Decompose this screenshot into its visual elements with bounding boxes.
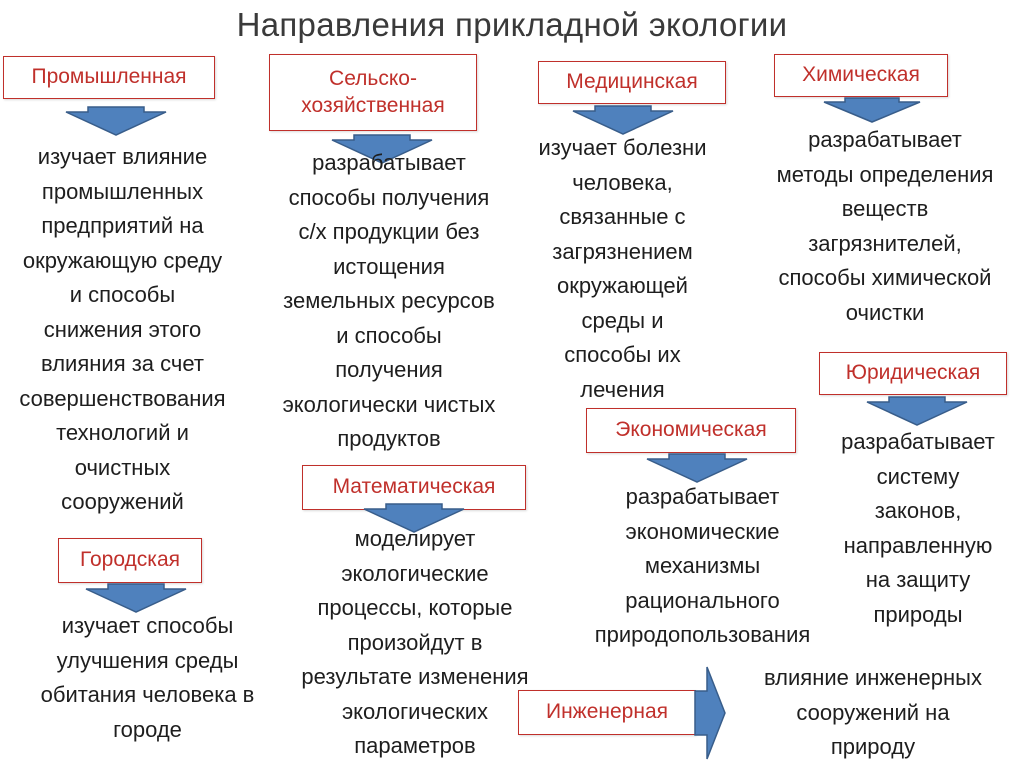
text-line: произойдут в — [347, 629, 483, 655]
text-line: влияние инженерных — [764, 665, 982, 690]
text-line: методы определения — [776, 161, 994, 187]
text-line: рационального — [625, 587, 780, 613]
desc-agricultural — [258, 146, 520, 457]
text-line: человека, — [572, 169, 673, 195]
label-line: хозяйственная — [301, 93, 445, 117]
text-line: природу — [830, 734, 916, 759]
label-line: Сельско- — [329, 67, 417, 91]
text-line: разрабатывает — [312, 150, 466, 175]
text-line: изучает влияние — [37, 144, 208, 169]
text-line: предприятий на — [41, 213, 204, 238]
text-line: способы получения — [288, 184, 490, 210]
text-line: параметров — [354, 733, 476, 758]
text-line: влияния за счет — [41, 351, 204, 376]
text-line: связанные с — [559, 204, 686, 229]
down-arrow-icon — [865, 396, 969, 426]
text-line: лечения — [580, 376, 665, 402]
desc-legal — [818, 425, 1018, 632]
text-line: законов, — [874, 498, 962, 523]
text-line: сооружений — [61, 489, 184, 514]
text-line: разрабатывает — [841, 429, 995, 454]
text-line: истощения — [333, 253, 445, 279]
text-line: и способы — [336, 322, 442, 348]
text-line: получения — [335, 357, 443, 382]
text-line: природопользования — [594, 622, 811, 647]
label-chemical: Химическая — [774, 54, 948, 97]
text-line: направленную — [843, 532, 993, 558]
text-line: технологий и — [56, 420, 189, 445]
text-line: земельных ресурсов — [283, 288, 495, 313]
text-line: продуктов — [337, 426, 441, 451]
down-arrow-icon — [822, 97, 922, 123]
text-line: на защиту — [865, 567, 971, 592]
label-economic: Экономическая — [586, 408, 796, 453]
text-line: природы — [873, 601, 963, 627]
text-line: изучает болезни — [538, 135, 707, 160]
label-industrial: Промышленная — [3, 56, 215, 99]
text-line: способы их — [564, 342, 681, 367]
text-line: совершенствования — [19, 385, 226, 411]
text-line: результате изменения — [301, 664, 529, 689]
text-line: очистных — [74, 454, 171, 480]
text-line: веществ — [841, 196, 929, 221]
diagram-title: Направления прикладной экологии — [236, 6, 788, 43]
text-line: сооружений на — [796, 699, 950, 725]
text-line: экологически чистых — [282, 391, 496, 417]
label-mathematical: Математическая — [302, 465, 526, 510]
text-line: разрабатывает — [625, 484, 780, 509]
label-urban: Городская — [58, 538, 202, 583]
label-medical: Медицинская — [538, 61, 726, 104]
desc-urban — [10, 609, 285, 747]
label-legal: Юридическая — [819, 352, 1007, 395]
label-agricultural — [269, 54, 477, 131]
text-line: улучшения среды — [56, 647, 239, 673]
down-arrow-icon — [64, 106, 168, 136]
desc-mathematical — [270, 522, 560, 764]
text-line: экологических — [341, 698, 489, 724]
text-line: с/х продукции без — [298, 219, 480, 244]
down-arrow-icon — [645, 453, 749, 483]
right-arrow-icon — [694, 665, 726, 761]
desc-engineering — [728, 661, 1018, 765]
text-line: очистки — [845, 299, 925, 325]
text-line: моделирует — [354, 526, 476, 551]
label-engineering: Инженерная — [518, 690, 696, 735]
text-line: процессы, которые — [317, 595, 513, 620]
text-line: экологические — [341, 560, 489, 586]
text-line: промышленных — [41, 178, 204, 204]
desc-industrial — [0, 140, 245, 520]
text-line: способы химической — [778, 265, 992, 290]
desc-chemical — [750, 123, 1020, 330]
text-line: и способы — [69, 282, 176, 307]
text-line: загрязнением — [552, 238, 693, 264]
text-line: снижения этого — [43, 316, 202, 342]
text-line: изучает способы — [61, 613, 234, 638]
text-line: среды и — [581, 307, 664, 333]
text-line: городе — [113, 716, 182, 742]
text-line: систему — [876, 463, 960, 489]
text-line: разрабатывает — [808, 127, 962, 152]
text-line: обитания человека в — [40, 682, 255, 707]
desc-medical — [515, 131, 730, 407]
text-line: экономические — [625, 518, 780, 544]
text-line: окружающую среду — [22, 247, 223, 273]
text-line: загрязнителей, — [808, 230, 962, 256]
text-line: механизмы — [644, 553, 761, 578]
desc-economic — [565, 480, 840, 653]
text-line: окружающей — [557, 273, 688, 298]
